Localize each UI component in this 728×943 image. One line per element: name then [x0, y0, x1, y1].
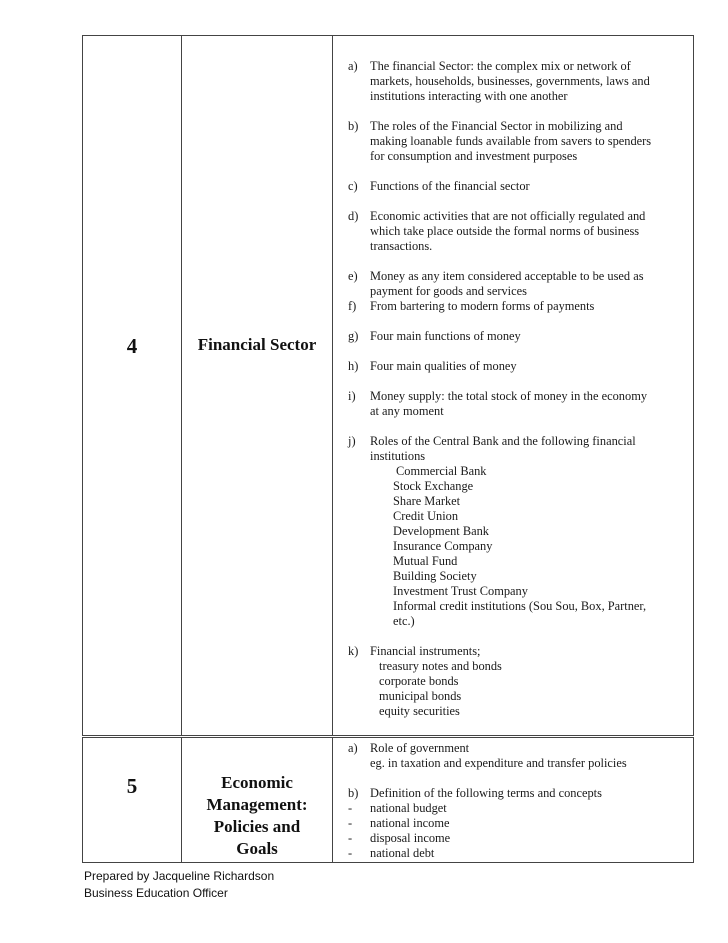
table-row	[83, 737, 694, 863]
list-item: k) Financial instruments;	[348, 644, 481, 658]
page-footer	[84, 868, 274, 902]
list-item: municipal bonds	[379, 689, 462, 703]
list-item: treasury notes and bonds	[379, 659, 502, 673]
content-list	[333, 36, 693, 719]
list-item: Building Society	[393, 569, 477, 583]
unit-topic: Financial Sector	[197, 335, 317, 354]
unit-number-cell	[83, 36, 182, 737]
unit-number-cell	[83, 737, 182, 863]
list-item: e) Money as any item considered acceptable to be used as payment for goods and services	[348, 269, 644, 298]
list-item: j) Roles of the Central Bank and the following financial institutions	[348, 434, 636, 463]
list-item: equity securities	[379, 704, 460, 718]
list-item: Commercial Bank	[396, 464, 487, 478]
list-item: Investment Trust Company	[393, 584, 528, 598]
list-item: Development Bank	[393, 524, 490, 538]
unit-topic-cell	[182, 36, 333, 737]
list-item: b) The roles of the Financial Sector in mobilizing and making loanable funds available from savers to spenders for consumption and investment purposes	[348, 119, 652, 163]
list-item: c) Functions of the financial sector	[348, 179, 530, 193]
list-item: etc.)	[393, 614, 415, 628]
list-item: d) Economic activities that are not officially regulated and which take place outside the formal norms of business transactions.	[348, 209, 646, 253]
list-item: - national income	[348, 816, 450, 830]
list-item: corporate bonds	[379, 674, 459, 688]
unit-content-cell	[333, 36, 694, 737]
footer-author: Prepared by Jacqueline Richardson	[84, 869, 275, 883]
unit-topic-cell	[182, 737, 333, 863]
unit-number: 4	[126, 334, 138, 358]
institution-list	[333, 464, 687, 629]
unit-topic: Economic Management: Policies and Goals	[206, 773, 308, 858]
list-item: i) Money supply: the total stock of money in the economy at any moment	[348, 389, 648, 418]
table-row	[83, 36, 694, 737]
list-item: Stock Exchange	[393, 479, 474, 493]
unit-content-cell	[333, 737, 694, 863]
content-list	[333, 738, 693, 861]
unit-number: 5	[126, 774, 138, 798]
instrument-list	[333, 659, 687, 719]
list-item: Mutual Fund	[393, 554, 458, 568]
list-item: Credit Union	[393, 509, 459, 523]
list-item: b) Definition of the following terms and concepts	[348, 786, 602, 800]
list-item: h) Four main qualities of money	[348, 359, 517, 373]
list-item: - disposal income	[348, 831, 451, 845]
list-item: - national debt	[348, 846, 435, 860]
list-item: g) Four main functions of money	[348, 329, 521, 343]
list-item: a) Role of government eg. in taxation and expenditure and transfer policies	[348, 741, 627, 770]
syllabus-table	[82, 35, 694, 863]
footer-role: Business Education Officer	[84, 886, 228, 900]
list-item: a) The financial Sector: the complex mix or network of markets, households, businesses, governments, laws and institutions interacting with one another	[348, 59, 650, 103]
list-item: - national budget	[348, 801, 447, 815]
list-item: f) From bartering to modern forms of payments	[348, 299, 595, 313]
list-item: Share Market	[393, 494, 461, 508]
list-item: Insurance Company	[393, 539, 493, 553]
list-item: Informal credit institutions (Sou Sou, Box, Partner,	[393, 599, 647, 613]
